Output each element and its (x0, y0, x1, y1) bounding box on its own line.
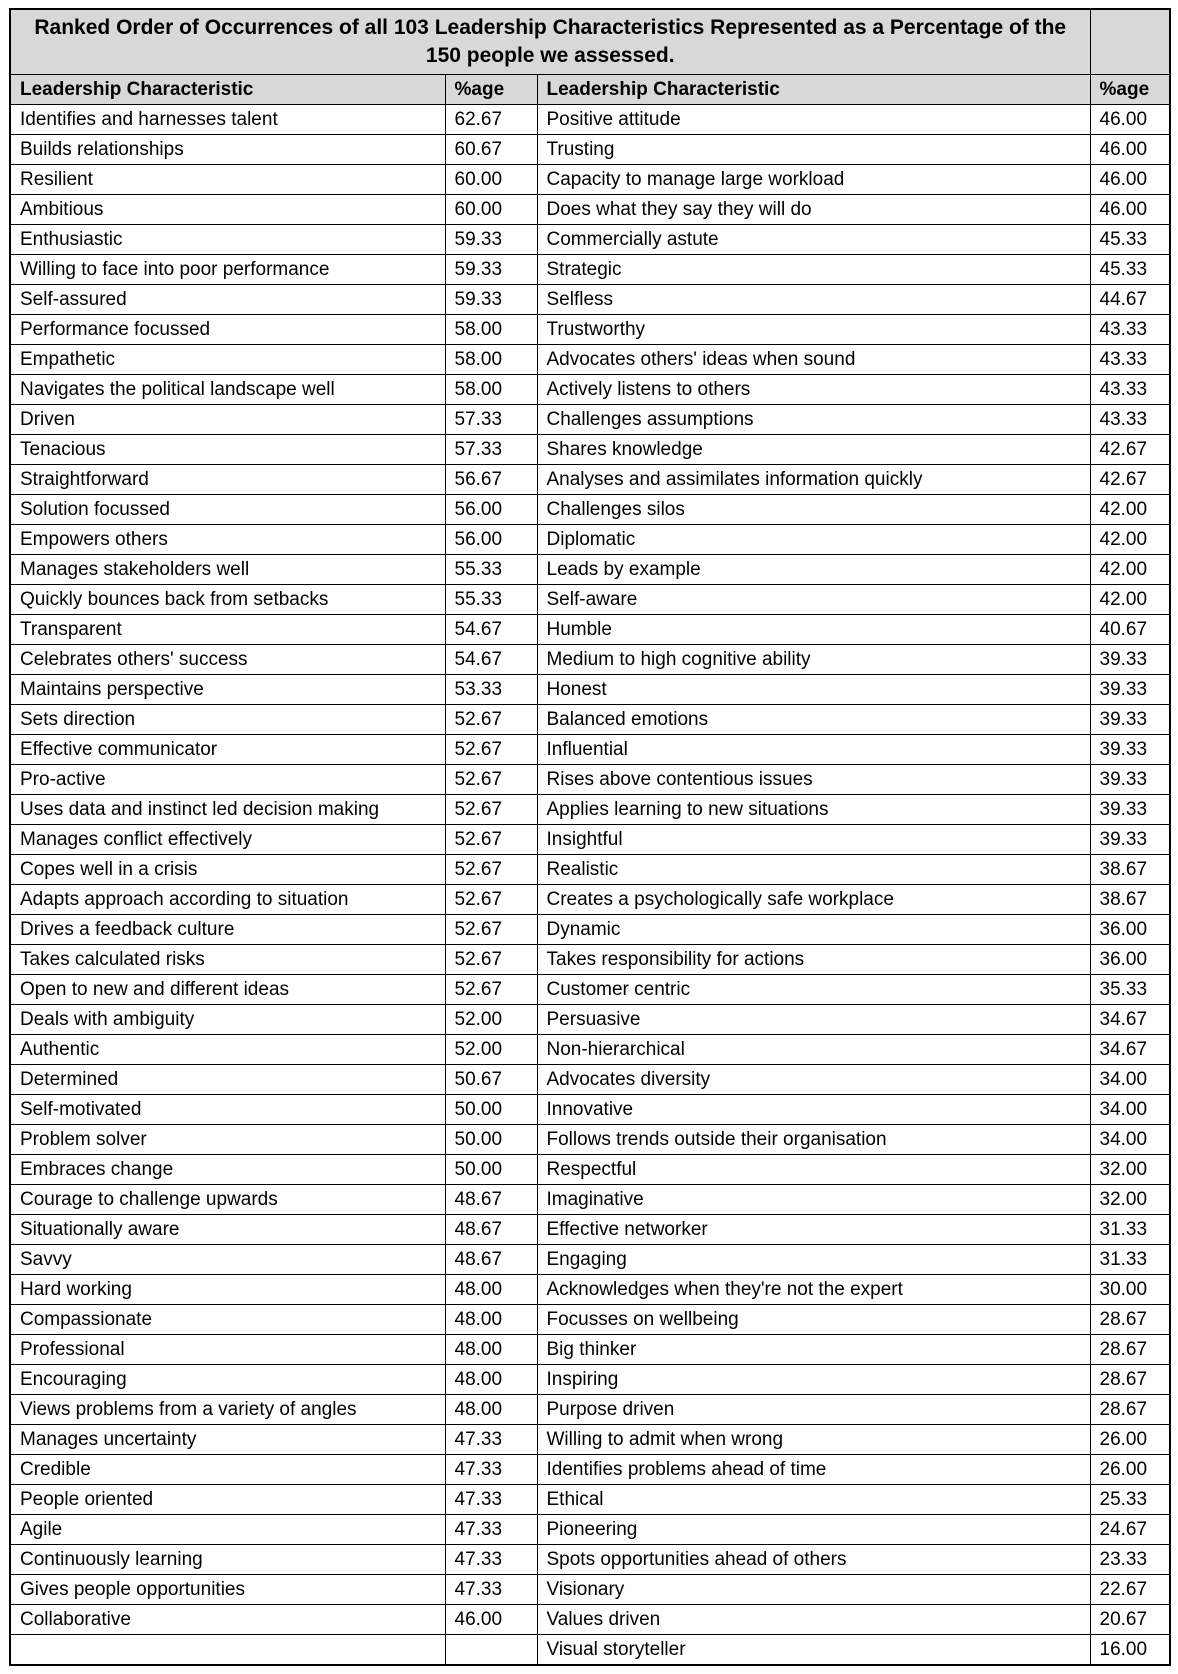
table-row (10, 1095, 1170, 1125)
percentage-cell-right: 40.67 (1090, 615, 1170, 645)
table-row (10, 135, 1170, 165)
characteristic-cell-right: Shares knowledge (537, 435, 1090, 465)
characteristic-cell-left: Effective communicator (10, 735, 445, 765)
percentage-cell-left: 48.00 (445, 1395, 537, 1425)
column-header-characteristic-left: Leadership Characteristic (10, 75, 445, 105)
table-row (10, 945, 1170, 975)
characteristic-cell-right: Innovative (537, 1095, 1090, 1125)
percentage-cell-left: 58.00 (445, 375, 537, 405)
characteristic-cell-right: Dynamic (537, 915, 1090, 945)
percentage-cell-left: 59.33 (445, 285, 537, 315)
percentage-cell-right: 25.33 (1090, 1485, 1170, 1515)
percentage-cell-right: 45.33 (1090, 255, 1170, 285)
percentage-cell-right: 42.00 (1090, 555, 1170, 585)
percentage-cell-left: 52.67 (445, 945, 537, 975)
percentage-cell-left: 56.00 (445, 495, 537, 525)
characteristic-cell-right: Trusting (537, 135, 1090, 165)
percentage-cell-right: 42.67 (1090, 435, 1170, 465)
characteristic-cell-right: Strategic (537, 255, 1090, 285)
characteristic-cell-left: Problem solver (10, 1125, 445, 1155)
characteristic-cell-left: Pro-active (10, 765, 445, 795)
table-row (10, 1575, 1170, 1605)
table-row (10, 1485, 1170, 1515)
percentage-cell-left (445, 1635, 537, 1666)
characteristic-cell-left (10, 1635, 445, 1666)
percentage-cell-right: 24.67 (1090, 1515, 1170, 1545)
percentage-cell-right: 38.67 (1090, 885, 1170, 915)
percentage-cell-right: 20.67 (1090, 1605, 1170, 1635)
characteristic-cell-right: Challenges silos (537, 495, 1090, 525)
percentage-cell-left: 48.00 (445, 1305, 537, 1335)
percentage-cell-right: 39.33 (1090, 645, 1170, 675)
percentage-cell-right: 36.00 (1090, 915, 1170, 945)
title-row (10, 9, 1170, 75)
characteristic-cell-left: Navigates the political landscape well (10, 375, 445, 405)
percentage-cell-left: 52.67 (445, 825, 537, 855)
characteristic-cell-right: Values driven (537, 1605, 1090, 1635)
table-row (10, 675, 1170, 705)
percentage-cell-left: 52.67 (445, 915, 537, 945)
table-row (10, 1305, 1170, 1335)
characteristic-cell-right: Identifies problems ahead of time (537, 1455, 1090, 1485)
percentage-cell-left: 52.67 (445, 795, 537, 825)
percentage-cell-left: 50.67 (445, 1065, 537, 1095)
characteristic-cell-right: Analyses and assimilates information quickly (537, 465, 1090, 495)
percentage-cell-left: 47.33 (445, 1545, 537, 1575)
characteristic-cell-right: Visual storyteller (537, 1635, 1090, 1666)
characteristic-cell-right: Acknowledges when they're not the expert (537, 1275, 1090, 1305)
characteristic-cell-right: Willing to admit when wrong (537, 1425, 1090, 1455)
characteristic-cell-right: Medium to high cognitive ability (537, 645, 1090, 675)
percentage-cell-left: 60.00 (445, 195, 537, 225)
percentage-cell-left: 60.67 (445, 135, 537, 165)
table-row (10, 465, 1170, 495)
percentage-cell-right: 30.00 (1090, 1275, 1170, 1305)
characteristic-cell-right: Creates a psychologically safe workplace (537, 885, 1090, 915)
characteristic-cell-right: Focusses on wellbeing (537, 1305, 1090, 1335)
characteristic-cell-right: Honest (537, 675, 1090, 705)
characteristic-cell-right: Selfless (537, 285, 1090, 315)
percentage-cell-left: 48.67 (445, 1215, 537, 1245)
characteristic-cell-right: Balanced emotions (537, 705, 1090, 735)
percentage-cell-left: 48.00 (445, 1335, 537, 1365)
table-row (10, 1365, 1170, 1395)
percentage-cell-right: 43.33 (1090, 405, 1170, 435)
characteristic-cell-right: Follows trends outside their organisation (537, 1125, 1090, 1155)
percentage-cell-right: 34.00 (1090, 1125, 1170, 1155)
table-row (10, 255, 1170, 285)
characteristic-cell-left: Driven (10, 405, 445, 435)
column-header-percentage-left: %age (445, 75, 537, 105)
characteristic-cell-left: Celebrates others' success (10, 645, 445, 675)
characteristic-cell-left: Sets direction (10, 705, 445, 735)
characteristic-cell-left: Self-assured (10, 285, 445, 315)
table-row (10, 1185, 1170, 1215)
table-row (10, 795, 1170, 825)
table-row (10, 1155, 1170, 1185)
characteristic-cell-right: Challenges assumptions (537, 405, 1090, 435)
percentage-cell-right: 32.00 (1090, 1185, 1170, 1215)
percentage-cell-left: 57.33 (445, 435, 537, 465)
characteristic-cell-left: Continuously learning (10, 1545, 445, 1575)
table-row (10, 645, 1170, 675)
characteristic-cell-left: Compassionate (10, 1305, 445, 1335)
characteristic-cell-left: Enthusiastic (10, 225, 445, 255)
characteristic-cell-right: Influential (537, 735, 1090, 765)
characteristic-cell-right: Humble (537, 615, 1090, 645)
percentage-cell-right: 43.33 (1090, 345, 1170, 375)
percentage-cell-left: 48.67 (445, 1245, 537, 1275)
characteristic-cell-right: Respectful (537, 1155, 1090, 1185)
table-row (10, 1245, 1170, 1275)
characteristic-cell-left: Manages conflict effectively (10, 825, 445, 855)
percentage-cell-left: 54.67 (445, 615, 537, 645)
percentage-cell-right: 28.67 (1090, 1335, 1170, 1365)
percentage-cell-left: 50.00 (445, 1155, 537, 1185)
characteristic-cell-left: Uses data and instinct led decision making (10, 795, 445, 825)
percentage-cell-right: 46.00 (1090, 105, 1170, 135)
table-row (10, 915, 1170, 945)
percentage-cell-left: 52.67 (445, 855, 537, 885)
percentage-cell-right: 42.00 (1090, 495, 1170, 525)
characteristic-cell-left: People oriented (10, 1485, 445, 1515)
characteristic-cell-right: Purpose driven (537, 1395, 1090, 1425)
percentage-cell-left: 53.33 (445, 675, 537, 705)
characteristic-cell-right: Non-hierarchical (537, 1035, 1090, 1065)
table-row (10, 1065, 1170, 1095)
percentage-cell-right: 28.67 (1090, 1305, 1170, 1335)
percentage-cell-right: 36.00 (1090, 945, 1170, 975)
percentage-cell-right: 31.33 (1090, 1215, 1170, 1245)
characteristic-cell-left: Courage to challenge upwards (10, 1185, 445, 1215)
characteristic-cell-right: Imaginative (537, 1185, 1090, 1215)
characteristic-cell-right: Effective networker (537, 1215, 1090, 1245)
percentage-cell-left: 58.00 (445, 315, 537, 345)
percentage-cell-left: 52.67 (445, 885, 537, 915)
characteristic-cell-left: Tenacious (10, 435, 445, 465)
table-row (10, 585, 1170, 615)
percentage-cell-right: 39.33 (1090, 795, 1170, 825)
table-row (10, 855, 1170, 885)
table-row (10, 1545, 1170, 1575)
characteristic-cell-right: Persuasive (537, 1005, 1090, 1035)
characteristic-cell-left: Drives a feedback culture (10, 915, 445, 945)
percentage-cell-right: 34.67 (1090, 1005, 1170, 1035)
characteristic-cell-left: Straightforward (10, 465, 445, 495)
table-row (10, 525, 1170, 555)
table-row (10, 195, 1170, 225)
leadership-table (9, 8, 1171, 1666)
percentage-cell-right: 42.67 (1090, 465, 1170, 495)
percentage-cell-left: 56.00 (445, 525, 537, 555)
header-row (10, 75, 1170, 105)
characteristic-cell-left: Empowers others (10, 525, 445, 555)
characteristic-cell-left: Empathetic (10, 345, 445, 375)
percentage-cell-left: 55.33 (445, 555, 537, 585)
percentage-cell-left: 47.33 (445, 1515, 537, 1545)
characteristic-cell-left: Ambitious (10, 195, 445, 225)
percentage-cell-right: 39.33 (1090, 675, 1170, 705)
percentage-cell-right: 38.67 (1090, 855, 1170, 885)
table-row (10, 825, 1170, 855)
table-row (10, 1275, 1170, 1305)
table-title: Ranked Order of Occurrences of all 103 Leadership Characteristics Represented as a Percentage of the 150 people we assessed. (10, 9, 1090, 75)
table-row (10, 345, 1170, 375)
table-row (10, 975, 1170, 1005)
percentage-cell-right: 34.00 (1090, 1095, 1170, 1125)
table-body (10, 105, 1170, 1666)
percentage-cell-left: 50.00 (445, 1125, 537, 1155)
characteristic-cell-right: Realistic (537, 855, 1090, 885)
percentage-cell-right: 43.33 (1090, 315, 1170, 345)
table-row (10, 165, 1170, 195)
percentage-cell-left: 59.33 (445, 255, 537, 285)
table-row (10, 1425, 1170, 1455)
percentage-cell-left: 62.67 (445, 105, 537, 135)
percentage-cell-left: 47.33 (445, 1485, 537, 1515)
characteristic-cell-right: Visionary (537, 1575, 1090, 1605)
percentage-cell-right: 23.33 (1090, 1545, 1170, 1575)
table-row (10, 1125, 1170, 1155)
characteristic-cell-left: Takes calculated risks (10, 945, 445, 975)
characteristic-cell-right: Self-aware (537, 585, 1090, 615)
characteristic-cell-right: Advocates others' ideas when sound (537, 345, 1090, 375)
percentage-cell-left: 56.67 (445, 465, 537, 495)
percentage-cell-right: 26.00 (1090, 1455, 1170, 1485)
characteristic-cell-right: Big thinker (537, 1335, 1090, 1365)
characteristic-cell-right: Insightful (537, 825, 1090, 855)
percentage-cell-right: 46.00 (1090, 165, 1170, 195)
percentage-cell-left: 47.33 (445, 1455, 537, 1485)
characteristic-cell-left: Identifies and harnesses talent (10, 105, 445, 135)
table-row (10, 885, 1170, 915)
characteristic-cell-left: Performance focussed (10, 315, 445, 345)
characteristic-cell-right: Ethical (537, 1485, 1090, 1515)
characteristic-cell-left: Willing to face into poor performance (10, 255, 445, 285)
characteristic-cell-right: Spots opportunities ahead of others (537, 1545, 1090, 1575)
table-row (10, 1605, 1170, 1635)
table-row (10, 105, 1170, 135)
table-row (10, 615, 1170, 645)
percentage-cell-left: 59.33 (445, 225, 537, 255)
characteristic-cell-right: Trustworthy (537, 315, 1090, 345)
percentage-cell-right: 42.00 (1090, 585, 1170, 615)
table-row (10, 225, 1170, 255)
percentage-cell-left: 52.67 (445, 765, 537, 795)
table-row (10, 495, 1170, 525)
characteristic-cell-left: Determined (10, 1065, 445, 1095)
percentage-cell-right: 46.00 (1090, 135, 1170, 165)
column-header-characteristic-right: Leadership Characteristic (537, 75, 1090, 105)
characteristic-cell-right: Positive attitude (537, 105, 1090, 135)
percentage-cell-right: 22.67 (1090, 1575, 1170, 1605)
percentage-cell-right: 39.33 (1090, 765, 1170, 795)
characteristic-cell-left: Agile (10, 1515, 445, 1545)
percentage-cell-right: 39.33 (1090, 825, 1170, 855)
characteristic-cell-right: Advocates diversity (537, 1065, 1090, 1095)
percentage-cell-right: 28.67 (1090, 1365, 1170, 1395)
percentage-cell-right: 39.33 (1090, 705, 1170, 735)
characteristic-cell-right: Does what they say they will do (537, 195, 1090, 225)
percentage-cell-right: 26.00 (1090, 1425, 1170, 1455)
percentage-cell-left: 52.67 (445, 735, 537, 765)
table-row (10, 765, 1170, 795)
percentage-cell-left: 52.67 (445, 975, 537, 1005)
characteristic-cell-right: Leads by example (537, 555, 1090, 585)
characteristic-cell-right: Applies learning to new situations (537, 795, 1090, 825)
characteristic-cell-left: Maintains perspective (10, 675, 445, 705)
table-row (10, 405, 1170, 435)
characteristic-cell-right: Customer centric (537, 975, 1090, 1005)
table-row (10, 1005, 1170, 1035)
title-corner-cell (1090, 9, 1170, 75)
characteristic-cell-left: Hard working (10, 1275, 445, 1305)
characteristic-cell-right: Capacity to manage large workload (537, 165, 1090, 195)
percentage-cell-right: 28.67 (1090, 1395, 1170, 1425)
percentage-cell-left: 57.33 (445, 405, 537, 435)
percentage-cell-left: 47.33 (445, 1575, 537, 1605)
percentage-cell-right: 39.33 (1090, 735, 1170, 765)
percentage-cell-left: 50.00 (445, 1095, 537, 1125)
table-row (10, 1515, 1170, 1545)
percentage-cell-right: 34.67 (1090, 1035, 1170, 1065)
characteristic-cell-left: Transparent (10, 615, 445, 645)
percentage-cell-left: 48.67 (445, 1185, 537, 1215)
characteristic-cell-left: Solution focussed (10, 495, 445, 525)
characteristic-cell-left: Embraces change (10, 1155, 445, 1185)
table-row (10, 1455, 1170, 1485)
percentage-cell-right: 45.33 (1090, 225, 1170, 255)
percentage-cell-right: 35.33 (1090, 975, 1170, 1005)
table-row (10, 735, 1170, 765)
percentage-cell-right: 32.00 (1090, 1155, 1170, 1185)
table-row (10, 1635, 1170, 1666)
characteristic-cell-left: Manages uncertainty (10, 1425, 445, 1455)
characteristic-cell-left: Builds relationships (10, 135, 445, 165)
table-row (10, 375, 1170, 405)
characteristic-cell-left: Professional (10, 1335, 445, 1365)
characteristic-cell-left: Credible (10, 1455, 445, 1485)
percentage-cell-left: 52.00 (445, 1005, 537, 1035)
characteristic-cell-left: Situationally aware (10, 1215, 445, 1245)
characteristic-cell-left: Deals with ambiguity (10, 1005, 445, 1035)
percentage-cell-right: 43.33 (1090, 375, 1170, 405)
percentage-cell-left: 52.00 (445, 1035, 537, 1065)
table-row (10, 1035, 1170, 1065)
column-header-percentage-right: %age (1090, 75, 1170, 105)
percentage-cell-left: 48.00 (445, 1365, 537, 1395)
table-row (10, 1215, 1170, 1245)
characteristic-cell-left: Resilient (10, 165, 445, 195)
percentage-cell-right: 16.00 (1090, 1635, 1170, 1666)
characteristic-cell-right: Rises above contentious issues (537, 765, 1090, 795)
characteristic-cell-left: Copes well in a crisis (10, 855, 445, 885)
characteristic-cell-right: Actively listens to others (537, 375, 1090, 405)
characteristic-cell-left: Quickly bounces back from setbacks (10, 585, 445, 615)
percentage-cell-left: 47.33 (445, 1425, 537, 1455)
table-row (10, 705, 1170, 735)
percentage-cell-right: 34.00 (1090, 1065, 1170, 1095)
characteristic-cell-right: Diplomatic (537, 525, 1090, 555)
characteristic-cell-left: Views problems from a variety of angles (10, 1395, 445, 1425)
characteristic-cell-left: Manages stakeholders well (10, 555, 445, 585)
percentage-cell-left: 54.67 (445, 645, 537, 675)
table-row (10, 315, 1170, 345)
characteristic-cell-left: Savvy (10, 1245, 445, 1275)
percentage-cell-left: 52.67 (445, 705, 537, 735)
percentage-cell-right: 44.67 (1090, 285, 1170, 315)
table-row (10, 555, 1170, 585)
percentage-cell-left: 46.00 (445, 1605, 537, 1635)
characteristic-cell-left: Adapts approach according to situation (10, 885, 445, 915)
characteristic-cell-left: Self-motivated (10, 1095, 445, 1125)
characteristic-cell-left: Open to new and different ideas (10, 975, 445, 1005)
characteristic-cell-left: Gives people opportunities (10, 1575, 445, 1605)
percentage-cell-right: 42.00 (1090, 525, 1170, 555)
percentage-cell-left: 58.00 (445, 345, 537, 375)
characteristic-cell-right: Engaging (537, 1245, 1090, 1275)
characteristic-cell-left: Encouraging (10, 1365, 445, 1395)
characteristic-cell-left: Collaborative (10, 1605, 445, 1635)
characteristic-cell-right: Commercially astute (537, 225, 1090, 255)
characteristic-cell-right: Takes responsibility for actions (537, 945, 1090, 975)
characteristic-cell-right: Pioneering (537, 1515, 1090, 1545)
characteristic-cell-left: Authentic (10, 1035, 445, 1065)
percentage-cell-right: 31.33 (1090, 1245, 1170, 1275)
percentage-cell-left: 60.00 (445, 165, 537, 195)
table-row (10, 285, 1170, 315)
table-row (10, 435, 1170, 465)
percentage-cell-left: 55.33 (445, 585, 537, 615)
table-row (10, 1335, 1170, 1365)
percentage-cell-left: 48.00 (445, 1275, 537, 1305)
table-row (10, 1395, 1170, 1425)
characteristic-cell-right: Inspiring (537, 1365, 1090, 1395)
percentage-cell-right: 46.00 (1090, 195, 1170, 225)
